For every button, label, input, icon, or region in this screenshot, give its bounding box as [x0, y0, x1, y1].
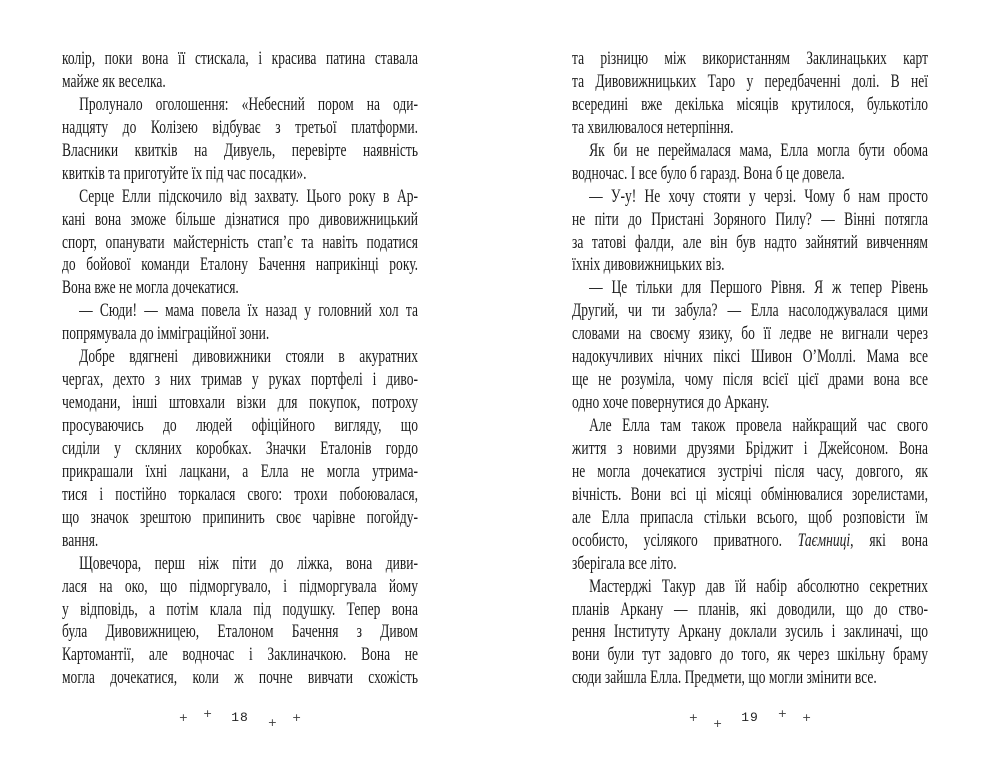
- text-line: попрямувала до імміграційної зони.: [62, 323, 270, 345]
- text-line: Другий, чи ти забула? — Елла насолоджувалася цими: [572, 300, 928, 322]
- text-line: надцяту до Колізею відбуває з третьої платформи.: [62, 116, 418, 138]
- text-line: просуваючись до людей офіційного вигляду, що: [62, 415, 418, 436]
- text-line: життя з новими друзями Бріджит і Джейсоном. Вона: [572, 437, 928, 459]
- text-line: не могла дочекатися зустрічі після часу, довгого, як: [572, 460, 928, 482]
- footer-star-icon: +: [777, 706, 788, 720]
- text-line: зберігала все літо.: [572, 552, 677, 574]
- text-line: Серце Елли підскочило від захвату. Цього року в Ар-: [79, 185, 418, 207]
- footer-star-icon: +: [178, 710, 188, 724]
- footer-star-icon: +: [802, 710, 812, 724]
- page-left: [0, 0, 495, 762]
- page-right-text: [572, 48, 928, 690]
- text-line: вання.: [62, 529, 99, 551]
- text-line: рення Інституту Аркану доклали зусиль і заклиначі, що: [572, 621, 928, 643]
- italic-text: Таємниці: [797, 529, 851, 551]
- text-line: у відповідь, а потім клала під подушку. Тепер вона: [62, 598, 418, 620]
- text-line: колір, поки вона її стискала, і красива патина ставала: [62, 48, 418, 69]
- text-line: прикрашали їхні лацкани, а Елла не могла утрима-: [62, 460, 418, 482]
- text-line: до бойової команди Еталону Бачення наприкінці року.: [62, 254, 418, 276]
- text-line: Картомантії, але водночас і Заклиначкою. Вона не: [62, 644, 418, 666]
- text-line: одно хоче повернутися до Аркану.: [572, 392, 770, 414]
- text-line: лася на око, що підморгувало, і підморгувала йому: [62, 575, 418, 597]
- text-line: вони були тут задовго до того, як через шкільну браму: [572, 644, 928, 666]
- text-line: сюди зайшла Елла. Предмети, що могли змінити все.: [572, 667, 877, 689]
- page-left-text: [62, 48, 418, 690]
- page-right: [496, 0, 991, 762]
- text-line: могла дочекатися, коли ж почне вивчати схожість: [62, 667, 418, 689]
- text-line: їхніх дивовижницьких віз.: [572, 254, 725, 276]
- text-line: Добре вдягнені дивовижники стояли в акуратних: [79, 346, 418, 368]
- text-line: та різницю між використанням Заклинацьких карт: [572, 48, 928, 69]
- page-number: 18: [231, 709, 249, 725]
- footer-star-icon: +: [202, 706, 213, 720]
- text-line: квитків та приготуйте їх під час посадки».: [62, 162, 307, 184]
- text-line: що значок зрештою припинить своє чарівне погойду-: [62, 506, 418, 528]
- text-line: чемодани, інші штовхали візки для покупок, потроху: [62, 392, 418, 414]
- text-line: майже як веселка.: [62, 70, 166, 92]
- text-line: — У-у! Не хочу стояти у черзі. Чому б нам просто: [589, 185, 928, 207]
- text-segment: , які вона: [850, 529, 928, 551]
- page-number: 19: [741, 709, 759, 725]
- text-line: — Сюди! — мама повела їх назад у головний хол та: [79, 300, 418, 322]
- text-line: словами на своєму язику, бо її ледве не вигнали через: [572, 323, 928, 345]
- text-line: Але Елла там також провела найкращий час свого: [589, 415, 928, 436]
- text-line: вічність. Вони всі ці місяці обмінювалися зорелистами,: [572, 483, 928, 505]
- text-line: сиділи у скляних коробках. Значки Еталонів гордо: [62, 437, 418, 459]
- text-line: — Це тільки для Першого Рівня. Я ж тепер Рівень: [589, 277, 928, 299]
- footer-star-icon: +: [688, 710, 698, 724]
- text-line: тися і постійно торкалася свого: трохи побоювалася,: [62, 483, 418, 505]
- text-line: кані вона зможе більше дізнатися про дивовижницький: [62, 208, 418, 230]
- text-line: не піти до Пристані Зоряного Пилу? — Вінні потягла: [572, 208, 928, 230]
- text-segment: особисто, усілякого приватного.: [572, 529, 798, 551]
- text-line: Як би не переймалася мама, Елла могла бути обома: [589, 139, 928, 161]
- text-line: та Дивовижницьких Таро у передбаченні долі. В неї: [572, 70, 928, 92]
- page-left-footer: [62, 705, 418, 729]
- text-line: планів Аркану — планів, які доводили, що до ство-: [572, 598, 928, 620]
- text-line: чергах, дехто з них тримав у руках портфелі і диво-: [62, 369, 418, 391]
- text-line: надокучливих нічних піксі Шивон О’Моллі. Мама все: [572, 346, 928, 368]
- text-line: Мастерджі Такур дав їй набір абсолютно секретних: [589, 575, 928, 597]
- footer-star-icon: +: [712, 716, 723, 730]
- text-line: але Елла припасла стільки всього, щоб розповісти їм: [572, 506, 928, 528]
- text-line: Вона вже не могла дочекатися.: [62, 277, 239, 299]
- text-line: Власники квитків на Дивуель, перевірте наявність: [62, 139, 418, 161]
- text-line: всередині вже декілька місяців крутилося, булькотіло: [572, 93, 928, 115]
- text-line: ще не розуміла, чому після всієї цієї драми вона все: [572, 369, 928, 391]
- text-line: [572, 530, 928, 553]
- text-line: за татові фалди, але він був надто зайнятий вивченням: [572, 231, 928, 253]
- footer-star-icon: +: [267, 715, 278, 729]
- page-right-footer: [572, 705, 928, 729]
- footer-star-icon: +: [292, 710, 302, 724]
- text-line: та хвилювалося нетерпіння.: [572, 116, 734, 138]
- text-line: була Дивовижницею, Еталоном Бачення з Дивом: [62, 621, 418, 643]
- text-line: Пролунало оголошення: «Небесний пором на оди-: [79, 93, 418, 115]
- text-line: Щовечора, перш ніж піти до ліжка, вона диви-: [79, 552, 418, 574]
- text-line: спорт, опанувати майстерність стап’є та навіть податися: [62, 231, 418, 253]
- text-line: водночас. І все було б гаразд. Вона б це довела.: [572, 162, 845, 184]
